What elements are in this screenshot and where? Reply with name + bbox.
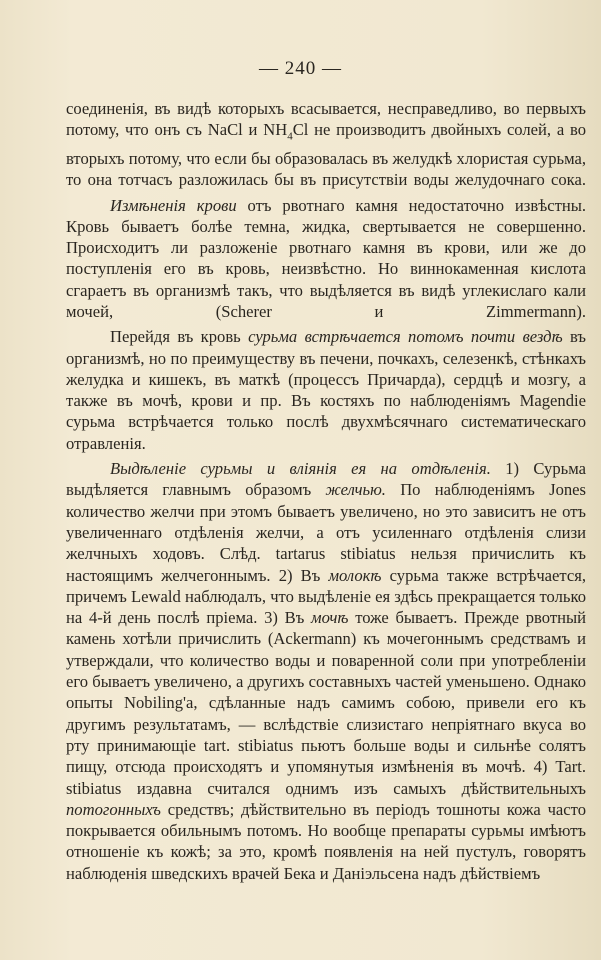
text-segment: отъ рвотнаго камня недостаточно извѣстны. Кровь бываетъ болѣе темна, жидка, свертывается не совершенно. Происходитъ ли разложеніе рвотнаго камня въ крови, или же до поступленія его въ кровь, неизвѣстно. Но виннокаменная кислота сгараетъ въ организмѣ такъ, что выдѣляется въ видѣ углекислаго кали мочей, (Scherer и Zimmermann).: [66, 195, 586, 321]
text-segment: 1) Сурьма выдѣляется главнымъ образомъ: [66, 459, 586, 500]
paragraph: [66, 195, 586, 323]
body-text: [66, 98, 586, 884]
text-segment: сурьма также встрѣчается, причемъ Lewald наблюдалъ, что выдѣленіе ея здѣсь прекращается только на 4-й день послѣ пріема. 3) Въ: [66, 565, 586, 628]
paragraph: [66, 458, 586, 884]
italic-heading: Выдѣленіе сурьмы и вліянія ея на отдѣленія.: [110, 459, 491, 479]
subscript: 4: [287, 130, 293, 143]
page-number: — 240 —: [259, 58, 342, 79]
italic-emphasis: желчью.: [325, 480, 386, 500]
paragraph: [66, 326, 586, 454]
italic-emphasis: мочѣ: [311, 608, 349, 628]
text-segment: Перейдя въ кровь: [110, 327, 249, 347]
italic-emphasis: сурьма встрѣчается потомъ почти вездѣ: [248, 327, 563, 347]
paragraph: [66, 98, 586, 191]
italic-emphasis: молокѣ: [328, 565, 382, 585]
text-segment: Cl не производитъ двойныхъ солей, а во вторыхъ потому, что если бы образовалась въ желудкѣ хлористая сурьма, то она тотчасъ разложилась бы въ присутствіи воды желудочнаго сока.: [66, 120, 586, 190]
text-segment: соединенія, въ видѣ которыхъ всасывается, несправедливо, во первыхъ потому, что онъ съ NaCl и NH: [66, 99, 586, 140]
text-segment: тоже бываетъ. Прежде рвотный камень хотѣли причислить (Ackermann) къ мочегоннымъ средствамъ и утверждали, что количество воды и поваренной соли при употребленіи его бываетъ увеличено, а другихъ составныхъ частей уменьшено. Однако опыты Nobiling'a, сдѣланные надъ самимъ собою, привели его къ другимъ результатамъ, — вслѣдствіе слизистаго непріятнаго вкуса во рту принимающіе tart. stibiatus пьютъ больше воды и сильнѣе солятъ пищу, отсюда происходятъ и упомянутыя измѣненія въ мочѣ. 4) Tart. stibiatus издавна считался однимъ изъ самыхъ дѣйствительныхъ: [66, 608, 586, 798]
text-segment: средствъ; дѣйствительно въ періодъ тошноты кожа часто покрывается обильнымъ потомъ. Но вообще препараты сурьмы имѣютъ отношеніе къ кожѣ; за это, кромѣ появленія на ней пустулъ, говорятъ наблюденія шведскихъ врачей Бека и Даніэльсена надъ дѣйствіемъ: [66, 799, 586, 883]
text-segment: По наблюденіямъ Jones количество желчи при этомъ бываетъ увеличено, но это зависитъ не отъ увеличеннаго отдѣленія желчи, а отъ усиленнаго отдѣленія слизи желчныхъ ходовъ. Слѣд. tartarus stibiatus нельзя причислить къ настоящимъ желчегоннымъ. 2) Въ: [66, 480, 586, 585]
italic-heading: Измѣненія крови: [110, 195, 237, 215]
italic-emphasis: потогонныхъ: [66, 799, 161, 819]
text-segment: въ организмѣ, но по преимуществу въ печени, почкахъ, селезенкѣ, стѣнкахъ желудка и кишекъ, въ маткѣ (процессъ Причарда), сердцѣ и мозгу, а также въ мочѣ, крови и пр. Въ костяхъ по наблюденіямъ Magendie сурьма встрѣчается только послѣ двухмѣсячнаго систематическаго отравленія.: [66, 327, 586, 453]
